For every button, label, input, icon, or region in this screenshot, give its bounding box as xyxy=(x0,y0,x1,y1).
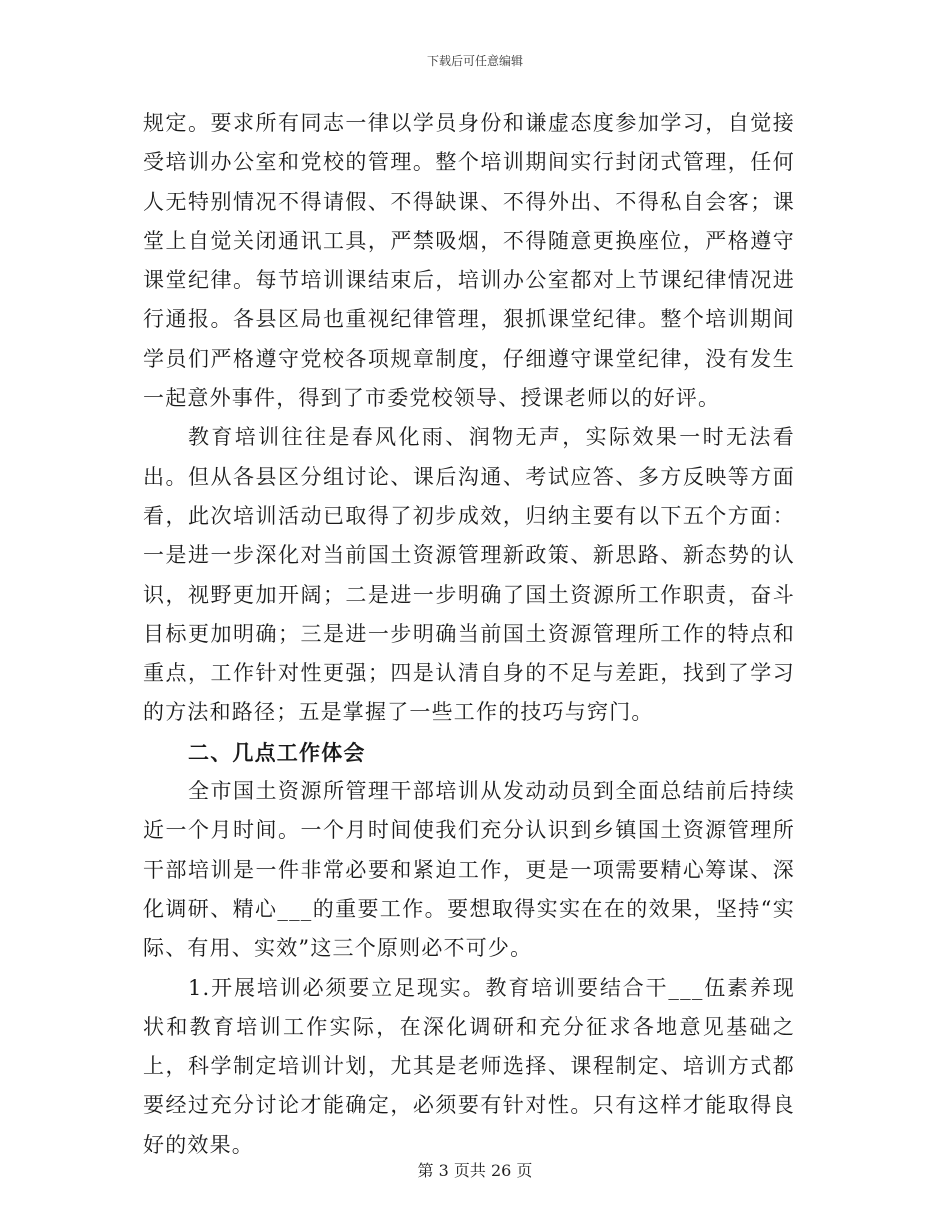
page-number: 第 3 页共 26 页 xyxy=(417,1161,533,1180)
section-heading: 二、几点工作体会 xyxy=(188,739,366,765)
paragraph-discipline: 规定。要求所有同志一律以学员身份和谦虚态度参加学习，自觉接受培训办公室和党校的管理。整个培训期间实行封闭式管理，任何人无特别情况不得请假、不得缺课、不得外出、不得私自会客；课堂上自觉关闭通讯工具，严禁吸烟，不得随意更换座位，严格遵守课堂纪律。每节培训课结束后，培训办公室都对上节课纪律情况进行通报。各县区局也重视纪律管理，狠抓课堂纪律。整个培训期间学员们严格遵守党校各项规章制度，仔细遵守课堂纪律，没有发生一起意外事件，得到了市委党校领导、授课老师以的好评。 xyxy=(143,111,795,411)
paragraph-results: 教育培训往往是春风化雨、润物无声，实际效果一时无法看出。但从各县区分组讨论、课后沟通、考试应答、多方反映等方面看，此次培训活动已取得了初步成效，归纳主要有以下五个方面：一是进一步深化对当前国土资源管理新政策、新思路、新态势的认识，视野更加开阔；二是进一步明确了国土资源所工作职责，奋斗目标更加明确；三是进一步明确当前国土资源管理所工作的特点和重点，工作针对性更强；四是认清自身的不足与差距，找到了学习的方法和路径；五是掌握了一些工作的技巧与窍门。 xyxy=(143,425,795,725)
header-note: 下载后可任意编辑 xyxy=(426,54,523,68)
paragraph-experience: 全市国土资源所管理干部培训从发动动员到全面总结前后持续近一个月时间。一个月时间使我们充分认识到乡镇国土资源管理所干部培训是一件非常必要和紧迫工作，更是一项需要精心筹谋、深化调研、精心___的重要工作。要想取得实实在在的效果，坚持“实际、有用、实效”这三个原则必不可少。 xyxy=(143,779,795,961)
paragraph-point-1: 1.开展培训必须要立足现实。教育培训要结合干___伍素养现状和教育培训工作实际，在深化调研和充分征求各地意见基础之上，科学制定培训计划，尤其是老师选择、课程制定、培训方式都要经过充分讨论才能确定，必须要有针对性。只有这样才能取得良好的效果。 xyxy=(143,975,795,1157)
document-body xyxy=(143,104,795,1165)
